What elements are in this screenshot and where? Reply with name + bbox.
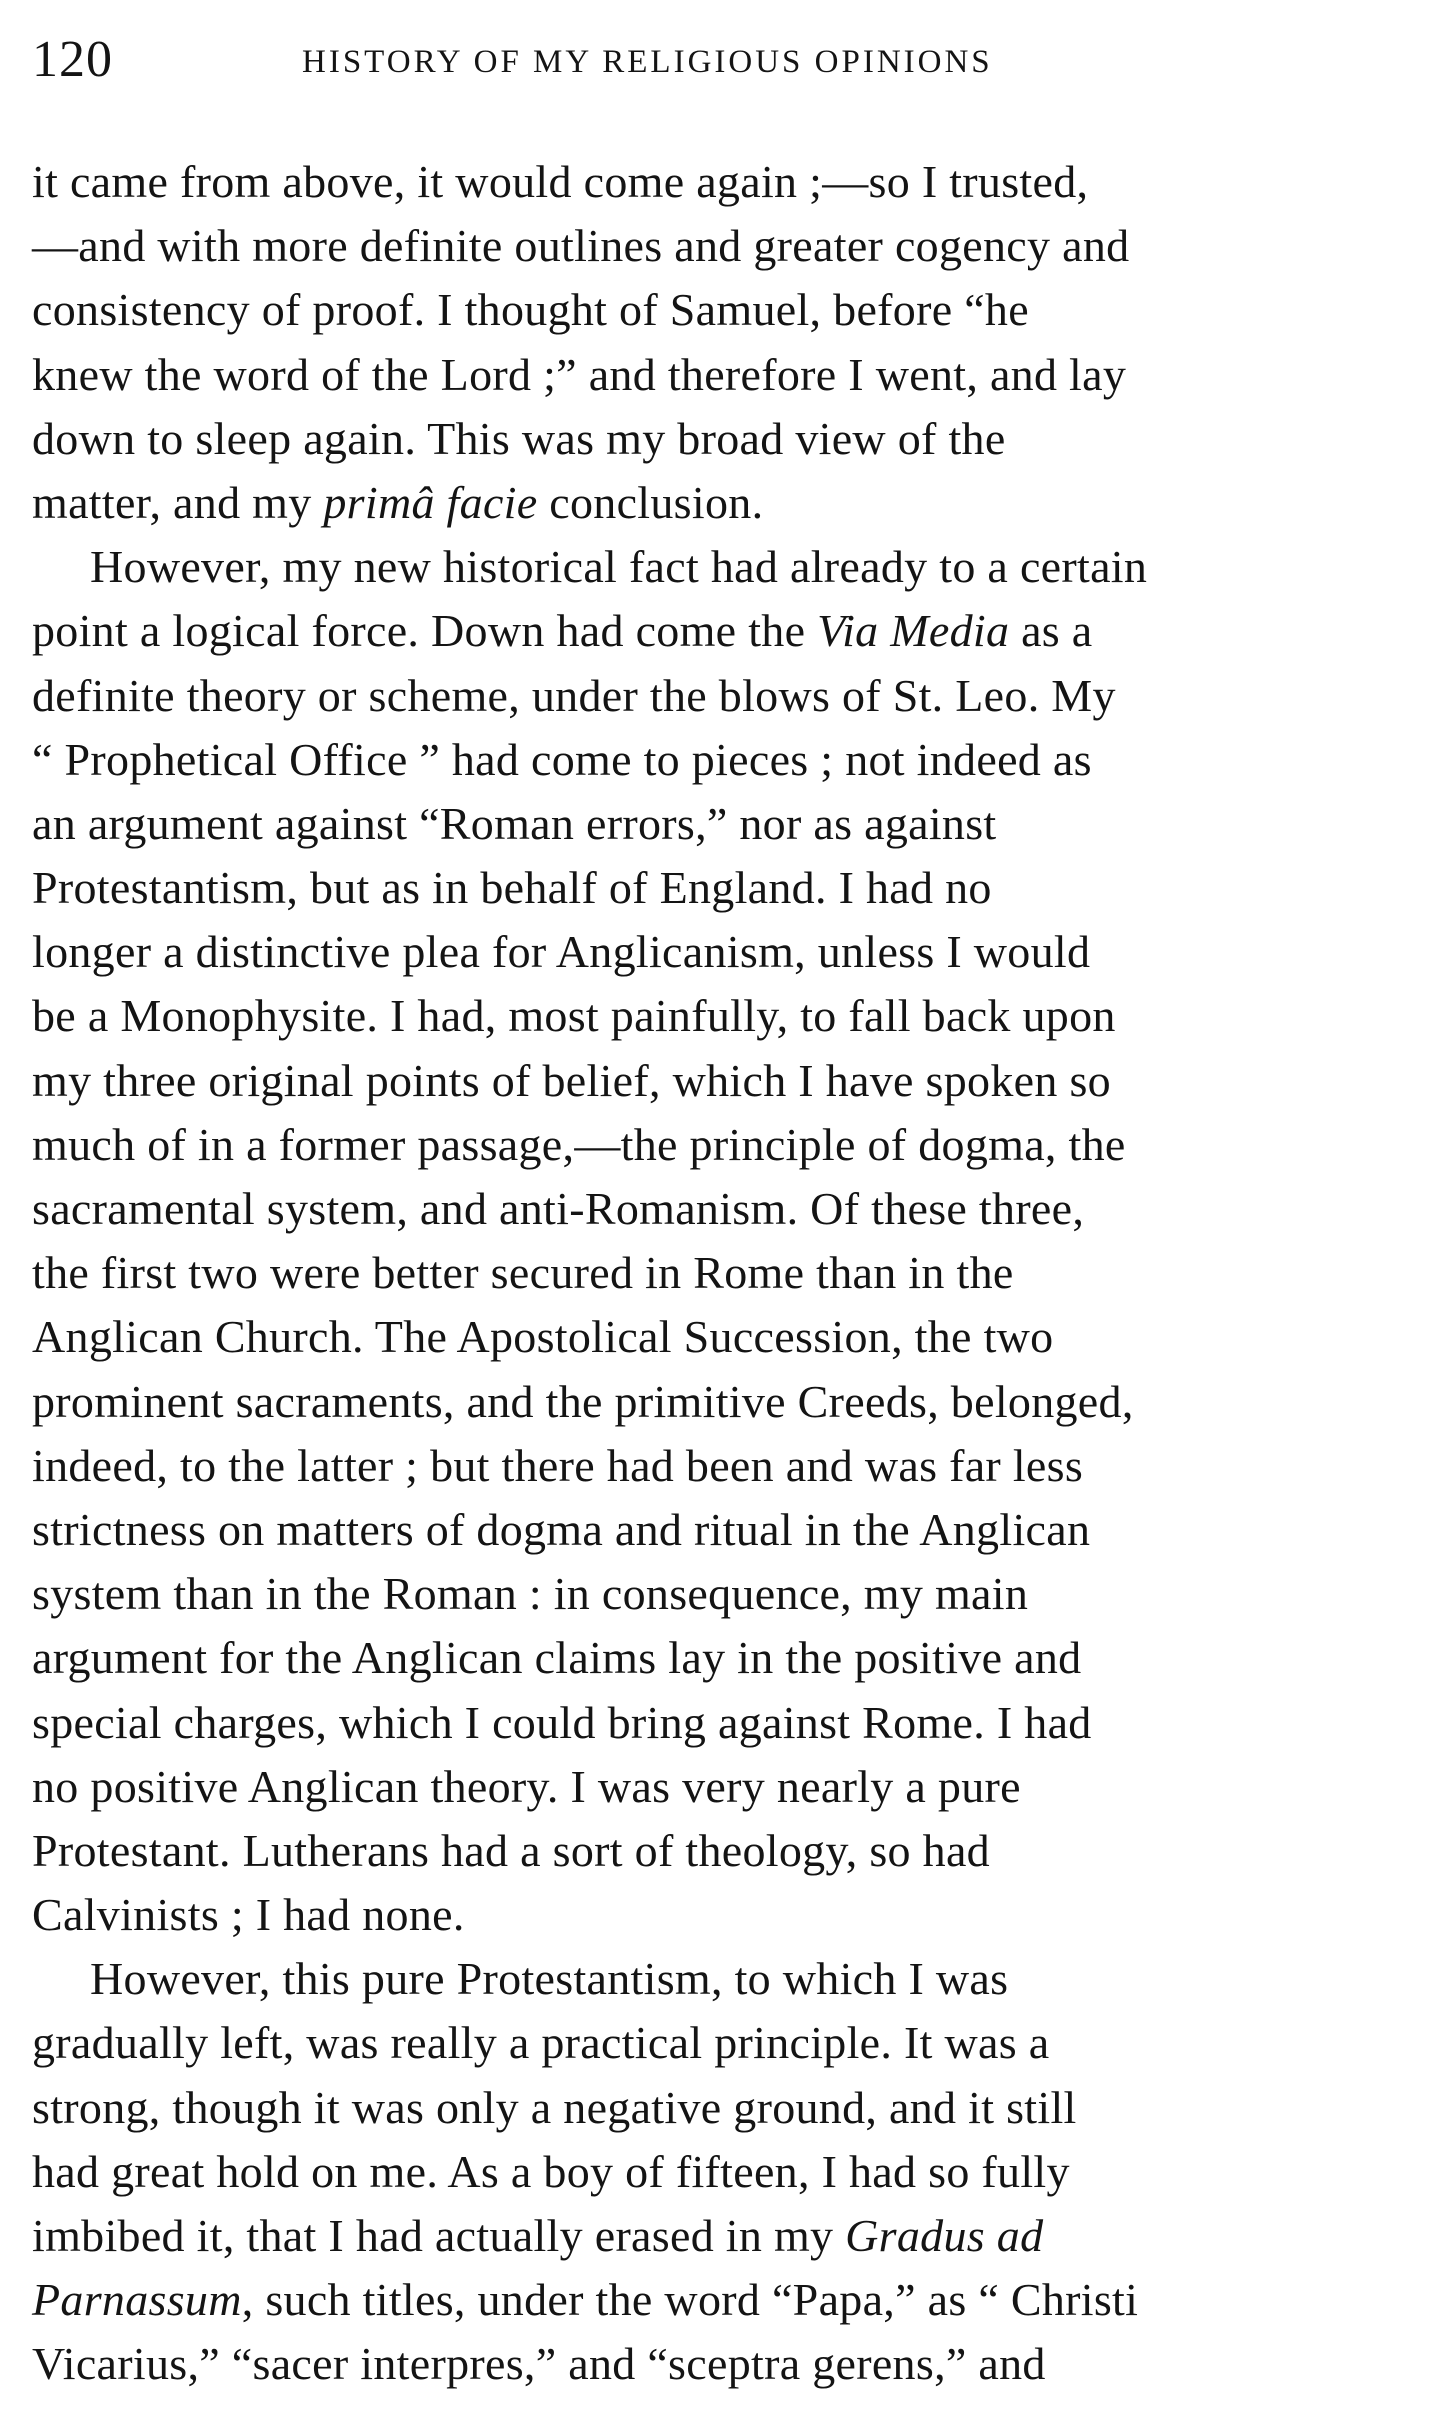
text-line: imbibed it, that I had actually erased in my Gradus ad — [32, 2210, 1044, 2261]
italic-phrase: primâ facie — [323, 476, 538, 528]
page-number: 120 — [32, 31, 113, 88]
paragraph-start-line: However, this pure Protestantism, to which I was — [90, 1953, 1009, 2005]
text-line: much of in a former passage,—the principle of dogma, the — [32, 1118, 1126, 1170]
page-header — [32, 30, 1412, 90]
italic-phrase: Via Media — [817, 605, 1010, 657]
text-line: gradually left, was really a practical principle. It was a — [32, 2017, 1050, 2069]
text-line: argument for the Anglican claims lay in the positive and — [32, 1632, 1082, 1684]
text-line: “ Prophetical Office ” had come to pieces ; not indeed as — [32, 733, 1092, 785]
text-line: —and with more definite outlines and greater cogency and — [32, 220, 1130, 272]
text-line: knew the word of the Lord ;” and therefore I went, and lay — [32, 348, 1127, 400]
text-line: be a Monophysite. I had, most painfully, to fall back upon — [32, 990, 1116, 1042]
text-line: Parnassum, such titles, under the word “Papa,” as “ Christi — [32, 2274, 1139, 2326]
text-line: strictness on matters of dogma and ritual in the Anglican — [32, 1503, 1091, 1555]
italic-phrase: Gradus ad — [845, 2210, 1044, 2261]
text-line: definite theory or scheme, under the blows of St. Leo. My — [32, 669, 1116, 721]
text-line: it came from above, it would come again ;—so I trusted, — [32, 156, 1089, 207]
text-line: down to sleep again. This was my broad view of the — [32, 412, 1006, 464]
text-line: system than in the Roman : in consequence, my main — [32, 1568, 1029, 1620]
italic-phrase: Parnassum — [32, 2274, 242, 2326]
text-line: special charges, which I could bring against Rome. I had — [32, 1696, 1092, 1748]
text-line: strong, though it was only a negative ground, and it still — [32, 2081, 1077, 2133]
text-line: Vicarius,” “sacer interpres,” and “sceptra gerens,” and — [32, 2338, 1046, 2390]
text-line: sacramental system, and anti-Romanism. Of these three, — [32, 1183, 1085, 1234]
paragraph-start-line: However, my new historical fact had already to a certain — [90, 541, 1148, 593]
text-line: Protestantism, but as in behalf of England. I had no — [32, 862, 992, 914]
text-line: point a logical force. Down had come the Via Media as a — [32, 605, 1093, 657]
text-line: Protestant. Lutherans had a sort of theology, so had — [32, 1824, 990, 1876]
text-line: had great hold on me. As a boy of fifteen, I had so fully — [32, 2145, 1070, 2197]
text-line: no positive Anglican theory. I was very nearly a pure — [32, 1760, 1021, 1812]
text-line: an argument against “Roman errors,” nor as against — [32, 797, 997, 849]
text-line: prominent sacraments, and the primitive Creeds, belonged, — [32, 1375, 1134, 1427]
body-text — [32, 150, 1412, 2397]
text-line: consistency of proof. I thought of Samuel, before “he — [32, 284, 1029, 336]
running-head: HISTORY OF MY RELIGIOUS OPINIONS — [302, 44, 993, 80]
text-line: longer a distinctive plea for Anglicanism, unless I would — [32, 926, 1091, 978]
text-line: Calvinists ; I had none. — [32, 1889, 465, 1941]
text-line: my three original points of belief, which I have spoken so — [32, 1054, 1111, 1106]
text-line: Anglican Church. The Apostolical Succession, the two — [32, 1311, 1054, 1363]
text-line: matter, and my primâ facie conclusion. — [32, 476, 764, 528]
text-line: indeed, to the latter ; but there had been and was far less — [32, 1439, 1084, 1491]
text-line: the first two were better secured in Rome than in the — [32, 1247, 1014, 1299]
